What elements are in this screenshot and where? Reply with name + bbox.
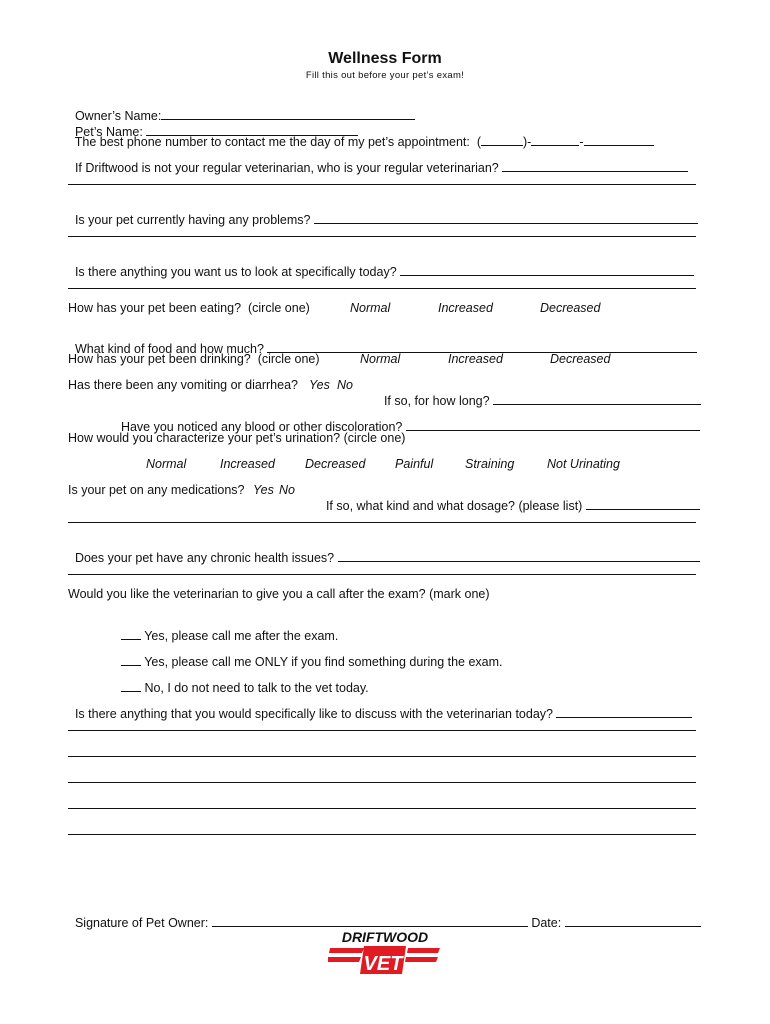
medications-option-yes[interactable]: Yes <box>253 483 274 497</box>
discuss-row <box>68 690 692 722</box>
urination-option-straining[interactable]: Straining <box>465 457 515 471</box>
discuss-line-2[interactable] <box>68 756 696 757</box>
urination-option-decreased[interactable]: Decreased <box>305 457 366 471</box>
eating-label: How has your pet been eating? (circle one) <box>68 301 310 315</box>
chronic-continuation-line[interactable] <box>68 574 696 575</box>
date-field[interactable] <box>565 915 701 927</box>
dosage-continuation-line[interactable] <box>68 522 696 523</box>
signature-label: Signature of Pet Owner: <box>74 916 209 930</box>
chronic-row <box>68 534 700 566</box>
form-title: Wellness Form <box>328 50 442 67</box>
medications-option-no[interactable]: No <box>279 483 295 497</box>
look-at-field[interactable] <box>400 264 694 276</box>
problems-continuation-line[interactable] <box>68 236 696 237</box>
logo-right-stripe-top <box>407 948 440 953</box>
blood-label: Have you noticed any blood or other discoloration? <box>120 420 403 434</box>
chronic-field[interactable] <box>338 550 700 562</box>
drinking-label: How has your pet been drinking? (circle one) <box>68 352 320 366</box>
logo-left-stripe-bottom <box>328 957 361 962</box>
urination-option-painful[interactable]: Painful <box>395 457 434 471</box>
discuss-line-1[interactable] <box>68 730 696 731</box>
problems-field[interactable] <box>314 212 698 224</box>
logo-text-vet: VET <box>363 953 403 975</box>
problems-row <box>68 196 698 228</box>
how-long-label: If so, for how long? <box>383 394 490 408</box>
phone-dash: - <box>579 135 584 149</box>
medications-label: Is your pet on any medications? <box>68 483 245 497</box>
vomiting-option-yes[interactable]: Yes <box>309 378 330 392</box>
discuss-field[interactable] <box>556 706 692 718</box>
date-label: Date: <box>531 916 562 930</box>
logo-text-driftwood: DRIFTWOOD <box>341 929 429 945</box>
blood-field[interactable] <box>406 419 700 431</box>
dosage-field[interactable] <box>586 498 700 510</box>
urination-label: How would you characterize your pet’s urination? (circle one) <box>68 431 406 445</box>
phone-close-paren: )- <box>523 135 532 149</box>
pet-name-label: Pet’s Name: <box>74 125 143 139</box>
phone-open-paren: ( <box>476 135 482 149</box>
drinking-option-normal[interactable]: Normal <box>360 352 401 366</box>
eating-option-increased[interactable]: Increased <box>438 301 493 315</box>
logo-left-stripe-top <box>329 948 364 953</box>
call-label: Would you like the veterinarian to give you a call after the exam? (mark one) <box>68 587 490 601</box>
urination-option-not-urinating[interactable]: Not Urinating <box>547 457 620 471</box>
dosage-label: If so, what kind and what dosage? (please list) <box>325 499 583 513</box>
problems-label: Is your pet currently having any problems? <box>74 213 311 227</box>
logo-right-stripe-bottom <box>405 957 438 962</box>
dosage-row <box>319 482 700 514</box>
vomiting-option-no[interactable]: No <box>337 378 353 392</box>
signature-row <box>68 899 701 931</box>
call-option-after-exam-label: Yes, please call me after the exam. <box>144 629 339 643</box>
regular-vet-row <box>68 144 688 176</box>
regular-vet-label: If Driftwood is not your regular veterinarian, who is your regular veterinarian? <box>74 161 499 175</box>
regular-vet-continuation-line[interactable] <box>68 184 696 185</box>
discuss-line-5[interactable] <box>68 834 696 835</box>
regular-vet-field[interactable] <box>502 160 688 172</box>
discuss-line-3[interactable] <box>68 782 696 783</box>
look-at-row <box>68 248 694 280</box>
call-option-only-if-found-label: Yes, please call me ONLY if you find something during the exam. <box>144 655 503 669</box>
form-subtitle: Fill this out before your pet’s exam! <box>305 70 465 81</box>
owner-name-label: Owner’s Name: <box>74 109 162 123</box>
urination-option-increased[interactable]: Increased <box>220 457 275 471</box>
urination-option-normal[interactable]: Normal <box>146 457 187 471</box>
logo-graphic <box>328 928 442 976</box>
call-option-no-call-label: No, I do not need to talk to the vet today. <box>144 681 369 695</box>
drinking-option-increased[interactable]: Increased <box>448 352 503 366</box>
chronic-label: Does your pet have any chronic health issues? <box>74 551 335 565</box>
discuss-line-4[interactable] <box>68 808 696 809</box>
phone-label: The best phone number to contact me the day of my pet’s appointment: <box>74 135 470 149</box>
eating-option-decreased[interactable]: Decreased <box>540 301 601 315</box>
eating-option-normal[interactable]: Normal <box>350 301 391 315</box>
driftwood-vet-logo <box>328 928 442 976</box>
look-at-continuation-line[interactable] <box>68 288 696 289</box>
discuss-label: Is there anything that you would specifically like to discuss with the veterinarian today? <box>74 707 553 721</box>
look-at-label: Is there anything you want us to look at specifically today? <box>74 265 397 279</box>
food-label: What kind of food and how much? <box>74 342 264 356</box>
signature-field[interactable] <box>212 915 528 927</box>
vomiting-label: Has there been any vomiting or diarrhea? <box>68 378 298 392</box>
drinking-option-decreased[interactable]: Decreased <box>550 352 611 366</box>
